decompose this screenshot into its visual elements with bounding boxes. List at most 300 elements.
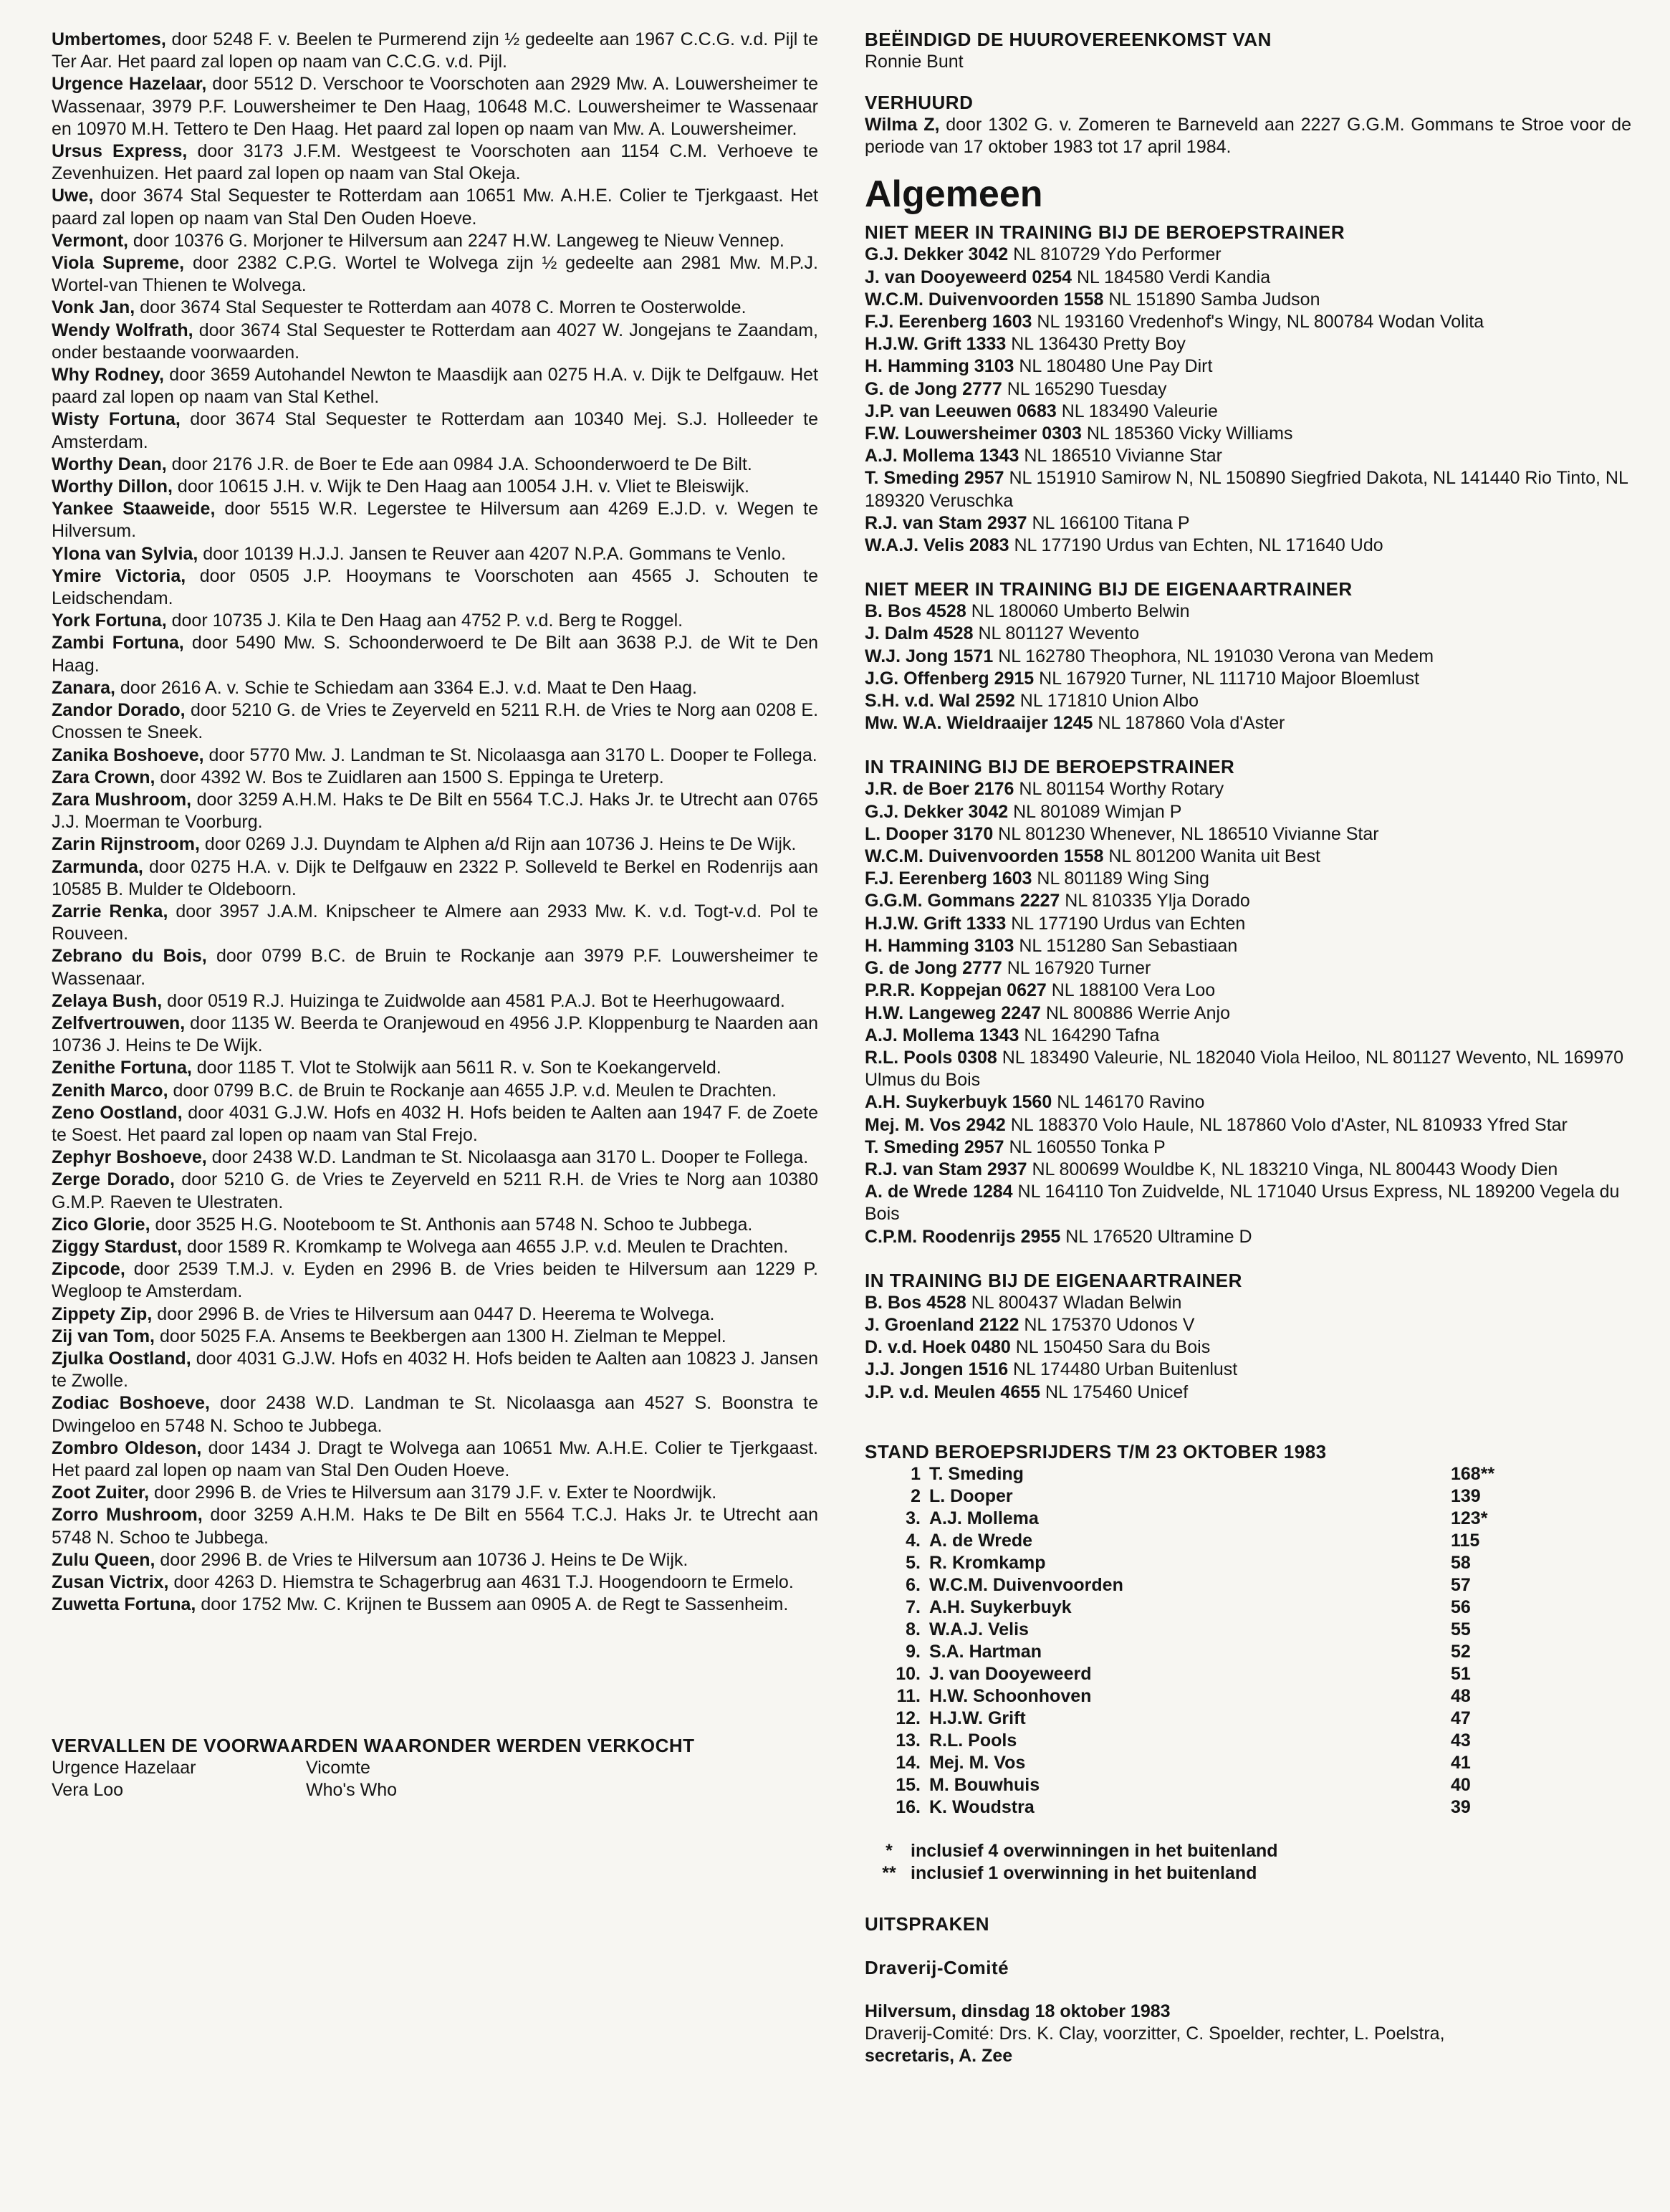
horse-list: NL 177190 Urdus van Echten: [1006, 913, 1246, 934]
trainer-name: G.J. Dekker 3042: [865, 244, 1009, 265]
sale-text: door 5515 W.R. Legerstee te Hilversum aan 4269 E.J.D. v. Wegen te Hilversum.: [52, 499, 819, 542]
trainer-entry: [865, 935, 1631, 957]
sale-text: door 2438 W.D. Landman te St. Nicolaasga aan 3170 L. Dooper te Follega.: [206, 1147, 809, 1168]
rider-name: H.W. Schoonhoven: [929, 1685, 1092, 1706]
trainer-name: W.J. Jong 1571: [865, 646, 994, 666]
uitspraken-line2: secretaris, A. Zee: [865, 2045, 1013, 2066]
trainer-name: J.P. van Leeuwen 0683: [865, 401, 1057, 421]
section-gap: [865, 1248, 1631, 1270]
rank: 11.: [896, 1685, 921, 1706]
horse-name: Wisty Fortuna,: [52, 409, 181, 430]
horse-list: NL 166100 Titana P: [1027, 512, 1190, 533]
horse-list: NL 165290 Tuesday: [1002, 378, 1167, 399]
sale-entry: [52, 856, 818, 901]
trainer-entry: [865, 267, 1631, 289]
stand-note: [868, 1862, 1631, 1885]
trainer-name: H.J.W. Grift 1333: [865, 334, 1007, 355]
horse-name: Zanara,: [52, 677, 115, 698]
sale-entries-list: [52, 29, 818, 1616]
trainer-name: Mej. M. Vos 2942: [865, 1114, 1006, 1135]
horse-name: Ursus Express,: [52, 141, 188, 162]
horse-list: NL 800437 Wladan Belwin: [966, 1292, 1182, 1313]
wins-count: 58: [1451, 1552, 1471, 1573]
horse-name: Zambi Fortuna,: [52, 633, 184, 653]
uitspraken-line1: Draverij-Comité: Drs. K. Clay, voorzitter, C. Spoelder, rechter, L. Poelstra,: [865, 2023, 1445, 2044]
trainer-name: B. Bos 4528: [865, 601, 966, 622]
trainer-name: J.R. de Boer 2176: [865, 779, 1014, 800]
vervallen-row: [52, 1779, 818, 1801]
trainer-entry: [865, 1091, 1631, 1114]
trainer-name: H.W. Langeweg 2247: [865, 1002, 1041, 1023]
rank: 3.: [906, 1508, 921, 1528]
sale-text: door 5248 F. v. Beelen te Purmerend zijn ½ gedeelte aan 1967 C.C.G. v.d. Pijl te Ter Aar. Het paard zal lopen op naam van C.C.G. v.d. Pijl.: [52, 29, 818, 72]
stand-row: [876, 1685, 1631, 1708]
sale-text: door 1589 R. Kromkamp te Wolvega aan 4655 J.P. v.d. Meulen te Drachten.: [181, 1236, 789, 1257]
trainer-name: T. Smeding 2957: [865, 468, 1004, 489]
wins-count: 56: [1451, 1596, 1471, 1617]
rider-name: H.J.W. Grift: [929, 1708, 1026, 1728]
trainer-name: A.H. Suykerbuyk 1560: [865, 1092, 1052, 1113]
sale-entry: [52, 140, 818, 185]
sale-entry: [52, 1594, 818, 1616]
sale-entry: [52, 252, 818, 297]
sale-text: door 3674 Stal Sequester te Rotterdam aan 4027 W. Jongejans te Zaandam, onder bestaande voorwaarden.: [52, 320, 819, 363]
sale-entry: [52, 230, 818, 252]
rank: 14.: [896, 1752, 921, 1773]
horse-name: Zodiac Boshoeve,: [52, 1393, 210, 1414]
sale-entry: [52, 677, 818, 699]
sale-entry: [52, 498, 818, 542]
horse-name: Zarin Rijnstroom,: [52, 834, 200, 855]
sale-entry: [52, 1169, 818, 1213]
horse-name: Zoot Zuiter,: [52, 1483, 150, 1503]
sale-entry: [52, 565, 818, 610]
trainer-name: J.G. Offenberg 2915: [865, 668, 1035, 689]
horse-name: Zeno Oostland,: [52, 1102, 183, 1123]
horse-name: York Fortuna,: [52, 611, 167, 631]
sale-text: door 1185 T. Vlot te Stolwijk aan 5611 R. v. Son te Koekangerveld.: [191, 1058, 721, 1078]
sale-text: door 3957 J.A.M. Knipscheer te Almere aan 2933 Mw. K. v.d. Togt-v.d. Pol te Rouveen.: [52, 901, 819, 944]
horse-name: Zephyr Boshoeve,: [52, 1147, 207, 1168]
horse-name: Ziggy Stardust,: [52, 1236, 182, 1257]
beeindigd-text: Ronnie Bunt: [865, 52, 964, 72]
trainer-name: W.C.M. Duivenvoorden 1558: [865, 289, 1104, 310]
horse-name: Zulu Queen,: [52, 1549, 155, 1570]
rider-name: K. Woudstra: [929, 1796, 1035, 1817]
trainer-entry: [865, 823, 1631, 846]
horse-name: Urgence Hazelaar,: [52, 74, 207, 95]
wins-count: 40: [1451, 1774, 1471, 1795]
sale-entry: [52, 297, 818, 319]
rider-name: A.H. Suykerbuyk: [929, 1596, 1072, 1617]
horse-list: NL 184580 Verdi Kandia: [1072, 267, 1271, 287]
horse-name: Umbertomes,: [52, 29, 166, 49]
stand-note: [868, 1840, 1631, 1862]
trainer-entry: [865, 890, 1631, 912]
horse-list: NL 810729 Ydo Performer: [1008, 244, 1222, 265]
trainer-name: G. de Jong 2777: [865, 958, 1002, 979]
horse-name: Zusan Victrix,: [52, 1572, 169, 1593]
trainer-entry: [865, 646, 1631, 668]
trainer-name: G. de Jong 2777: [865, 378, 1002, 399]
sale-entry: [52, 476, 818, 498]
horse-list: NL 183490 Valeurie, NL 182040 Viola Heiloo, NL 801127 Wevento, NL 169970 Ulmus du Bois: [865, 1047, 1624, 1091]
stand-row: [876, 1663, 1631, 1685]
horse-list: NL 136430 Pretty Boy: [1006, 334, 1186, 355]
sale-entry: [52, 29, 818, 73]
sale-entry: [52, 1482, 818, 1504]
horse-list: NL 176520 Ultramine D: [1060, 1226, 1252, 1247]
horse-list: NL 800886 Werrie Anjo: [1040, 1002, 1230, 1023]
horse-list: NL 188100 Vera Loo: [1046, 980, 1216, 1001]
trainer-entry: [865, 355, 1631, 378]
stand-row: [876, 1596, 1631, 1619]
sale-text: door 1434 J. Dragt te Wolvega aan 10651 Mw. A.H.E. Colier te Tjerkgaast. Het paard zal lopen op naam van Stal Den Ouden Hoeve.: [52, 1437, 819, 1480]
rank: 7.: [906, 1596, 921, 1617]
trainer-entry: [865, 445, 1631, 467]
horse-name: Zjulka Oostland,: [52, 1348, 191, 1369]
horse-name: Vermont,: [52, 230, 128, 251]
wins-count: 55: [1451, 1619, 1471, 1639]
horse-name: Zanika Boshoeve,: [52, 744, 204, 765]
trainer-name: J. Groenland 2122: [865, 1314, 1019, 1335]
horse-list: NL 151910 Samirow N, NL 150890 Siegfried Dakota, NL 141440 Rio Tinto, NL 189320 Veruschka: [865, 468, 1628, 511]
trainer-name: R.J. van Stam 2937: [865, 512, 1027, 533]
trainer-entry: [865, 1382, 1631, 1404]
horse-list: NL 801189 Wing Sing: [1032, 868, 1209, 889]
sale-entry: [52, 1258, 818, 1303]
vervallen-list: [52, 1757, 818, 1801]
horse-list: NL 175370 Udonos V: [1019, 1314, 1195, 1335]
horse-name: Vicomte: [306, 1758, 370, 1778]
horse-list: NL 151890 Samba Judson: [1103, 289, 1320, 310]
horse-list: NL 188370 Volo Haule, NL 187860 Volo d'Aster, NL 810933 Yfred Star: [1005, 1114, 1568, 1135]
sale-text: door 0799 B.C. de Bruin te Rockanje aan 4655 J.P. v.d. Meulen te Drachten.: [168, 1080, 777, 1101]
trainer-entry: [865, 846, 1631, 868]
horse-name: Viola Supreme,: [52, 253, 185, 274]
vervallen-row: [52, 1757, 818, 1779]
trainer-entry: [865, 913, 1631, 935]
horse-list: NL 146170 Ravino: [1052, 1092, 1205, 1113]
horse-name: Zico Glorie,: [52, 1214, 150, 1235]
rider-name: T. Smeding: [929, 1463, 1024, 1484]
horse-name: Zelaya Bush,: [52, 990, 163, 1011]
trainer-entry: [865, 467, 1631, 512]
horse-list: NL 185360 Vicky Williams: [1081, 423, 1293, 444]
sale-text: door 4263 D. Hiemstra te Schagerbrug aan 4631 T.J. Hoogendoorn te Ermelo.: [168, 1572, 794, 1593]
sale-entry: [52, 73, 818, 140]
sale-text: door 3259 A.H.M. Haks te De Bilt en 5564 T.C.J. Haks Jr. te Utrecht aan 5748 N. Schoo te Jubbega.: [52, 1505, 819, 1548]
sale-entry: [52, 1303, 818, 1326]
trainer-name: J.P. v.d. Meulen 4655: [865, 1382, 1041, 1402]
horse-name: Who's Who: [306, 1780, 398, 1801]
horse-name: Why Rodney,: [52, 365, 164, 386]
sale-text: door 2996 B. de Vries te Hilversum aan 0447 D. Heerema te Wolvega.: [152, 1303, 715, 1324]
stand-row: [876, 1796, 1631, 1819]
horse-name: Vera Loo: [52, 1780, 124, 1801]
sale-entry: [52, 1012, 818, 1057]
sale-text: door 2382 C.P.G. Wortel te Wolvega zijn ½ gedeelte aan 2981 Mw. M.P.J. Wortel-van Thienen te Wolvega.: [52, 253, 818, 296]
trainer-entry: [865, 1181, 1631, 1225]
trainer-name: A.J. Mollema 1343: [865, 446, 1019, 466]
sale-entry: [52, 1214, 818, 1236]
rank: 2: [911, 1485, 921, 1506]
horse-name: Zorro Mushroom,: [52, 1505, 203, 1526]
note-mark: *: [886, 1840, 893, 1861]
sale-entry: [52, 789, 818, 833]
sale-text: door 0799 B.C. de Bruin te Rockanje aan 3979 P.F. Louwersheimer te Wassenaar.: [52, 946, 818, 989]
sale-entry: [52, 744, 818, 767]
horse-list: NL 800699 Wouldbe K, NL 183210 Vinga, NL 800443 Woody Dien: [1027, 1159, 1558, 1179]
sale-text: door 4392 W. Bos te Zuidlaren aan 1500 S. Eppinga te Ureterp.: [155, 767, 664, 787]
sale-text: door 5770 Mw. J. Landman te St. Nicolaasga aan 3170 L. Dooper te Follega.: [203, 744, 817, 765]
section-heading: NIET MEER IN TRAINING BIJ DE BEROEPSTRAINER: [865, 221, 1345, 244]
stand-row: [876, 1708, 1631, 1730]
rank: 10.: [896, 1663, 921, 1684]
trainer-entry: [865, 333, 1631, 355]
horse-list: NL 187860 Vola d'Aster: [1093, 713, 1285, 734]
sale-text: door 3674 Stal Sequester te Rotterdam aan 4078 C. Morren te Oosterwolde.: [135, 297, 747, 318]
wins-count: 115: [1451, 1530, 1480, 1551]
trainer-entry: [865, 401, 1631, 423]
horse-list: NL 171810 Union Albo: [1014, 691, 1199, 712]
rider-name: M. Bouwhuis: [929, 1774, 1040, 1795]
note-text: inclusief 1 overwinning in het buitenland: [911, 1862, 1257, 1883]
trainer-entry: [865, 668, 1631, 690]
rank: 6.: [906, 1574, 921, 1595]
stand-table: [876, 1463, 1631, 1819]
verhuurd-horse-name: Wilma Z,: [865, 115, 940, 135]
trainer-entry: [865, 1359, 1631, 1381]
sale-text: door 5210 G. de Vries te Zeyerveld en 5211 R.H. de Vries te Norg aan 0208 E. Cnossen te Sneek.: [52, 700, 819, 743]
horse-list: NL 186510 Vivianne Star: [1019, 446, 1222, 466]
trainer-entry: [865, 311, 1631, 333]
trainer-name: G.J. Dekker 3042: [865, 801, 1009, 822]
horse-list: NL 193160 Vredenhof's Wingy, NL 800784 Wodan Volita: [1032, 312, 1484, 332]
wins-count: 51: [1451, 1663, 1471, 1684]
sale-text: door 10139 H.J.J. Jansen te Reuver aan 4207 N.P.A. Gommans te Venlo.: [198, 543, 787, 564]
sale-text: door 5210 G. de Vries te Zeyerveld en 5211 R.H. de Vries te Norg aan 10380 G.M.P. Raeven te Ulestraten.: [52, 1169, 818, 1212]
horse-list: NL 167920 Turner: [1002, 958, 1151, 979]
sale-text: door 3659 Autohandel Newton te Maasdijk aan 0275 H.A. v. Dijk te Delfgauw. Het paard zal lopen op naam van Stal Kethel.: [52, 365, 818, 408]
stand-row: [876, 1619, 1631, 1641]
sale-entry: [52, 408, 818, 453]
trainer-name: D. v.d. Hoek 0480: [865, 1337, 1011, 1358]
sale-entry: [52, 1080, 818, 1102]
horse-name: Wendy Wolfrath,: [52, 320, 193, 340]
rank: 8.: [906, 1619, 921, 1639]
trainer-name: F.J. Eerenberg 1603: [865, 312, 1032, 332]
sale-entry: [52, 1549, 818, 1571]
sale-entry: [52, 1392, 818, 1437]
horse-name: Vonk Jan,: [52, 297, 135, 318]
wins-count: 123*: [1451, 1508, 1488, 1528]
algemeen-sections: [865, 221, 1631, 1403]
wins-count: 48: [1451, 1685, 1471, 1706]
sale-entry: [52, 1348, 818, 1392]
section-gap: [865, 557, 1631, 578]
horse-list: NL 164110 Ton Zuidvelde, NL 171040 Ursus Express, NL 189200 Vegela du Bois: [865, 1182, 1620, 1225]
section-heading: NIET MEER IN TRAINING BIJ DE EIGENAARTRAINER: [865, 578, 1353, 600]
horse-name: Uwe,: [52, 186, 94, 206]
right-column: [865, 29, 1631, 2067]
wins-count: 139: [1451, 1485, 1481, 1506]
horse-name: Zandor Dorado,: [52, 700, 186, 721]
trainer-name: H. Hamming 3103: [865, 356, 1014, 377]
trainer-entry: [865, 957, 1631, 980]
horse-name: Worthy Dean,: [52, 454, 167, 474]
sale-entry: [52, 833, 818, 856]
sale-entry: [52, 1326, 818, 1348]
rank: 1: [911, 1463, 921, 1484]
trainer-entry: [865, 1002, 1631, 1025]
horse-name: Zarmunda,: [52, 856, 143, 877]
trainer-entry: [865, 1136, 1631, 1159]
rank: 9.: [906, 1641, 921, 1662]
sale-text: door 4031 G.J.W. Hofs en 4032 H. Hofs beiden te Aalten aan 10823 J. Jansen te Zwolle.: [52, 1348, 818, 1392]
trainer-entry: [865, 868, 1631, 890]
rank: 4.: [906, 1530, 921, 1551]
verhuurd-entry: [865, 114, 1631, 158]
sale-entry: [52, 1437, 818, 1482]
trainer-entry: [865, 289, 1631, 311]
sale-text: door 2616 A. v. Schie te Schiedam aan 3364 E.J. v.d. Maat te Den Haag.: [115, 677, 697, 698]
wins-count: 168**: [1451, 1463, 1495, 1484]
sale-text: door 0275 H.A. v. Dijk te Delfgauw en 2322 P. Solleveld te Berkel en Rodenrijs aan 10585 B. Mulder te Oldeboorn.: [52, 856, 818, 899]
horse-list: NL 162780 Theophora, NL 191030 Verona van Medem: [993, 646, 1434, 666]
rider-name: A.J. Mollema: [929, 1508, 1039, 1528]
horse-name: Zara Crown,: [52, 767, 155, 787]
beeindigd-heading: BEËINDIGD DE HUUROVEREENKOMST VAN: [865, 29, 1272, 50]
stand-row: [876, 1530, 1631, 1552]
sale-entry: [52, 767, 818, 789]
horse-list: NL 164290 Tafna: [1019, 1025, 1160, 1045]
sale-entry: [52, 1571, 818, 1594]
horse-name: Zij van Tom,: [52, 1326, 155, 1346]
horse-name: Ylona van Sylvia,: [52, 543, 198, 564]
sale-text: door 0505 J.P. Hooymans te Voorschoten aan 4565 J. Schouten te Leidschendam.: [52, 565, 818, 609]
horse-name: Zelfvertrouwen,: [52, 1012, 186, 1033]
sale-text: door 0269 J.J. Duyndam te Alphen a/d Rijn aan 10736 J. Heins te De Wijk.: [199, 834, 797, 855]
rider-name: L. Dooper: [929, 1485, 1013, 1506]
trainer-entry: [865, 423, 1631, 445]
horse-list: NL 180060 Umberto Belwin: [966, 601, 1190, 622]
algemeen-heading: Algemeen: [865, 173, 1043, 216]
horse-list: NL 150450 Sara du Bois: [1010, 1337, 1211, 1358]
left-column: [52, 29, 818, 1801]
sale-entry: [52, 1102, 818, 1146]
wins-count: 52: [1451, 1641, 1471, 1662]
trainer-name: F.W. Louwersheimer 0303: [865, 423, 1082, 444]
uitspraken-heading: UITSPRAKEN: [865, 1912, 990, 1935]
rank: 15.: [896, 1774, 921, 1795]
sale-text: door 2996 B. de Vries te Hilversum aan 10736 J. Heins te De Wijk.: [155, 1549, 688, 1570]
sale-text: door 3525 H.G. Nooteboom te St. Anthonis aan 5748 N. Schoo te Jubbega.: [150, 1214, 753, 1235]
sale-entry: [52, 699, 818, 744]
horse-name: Zenith Marco,: [52, 1080, 168, 1101]
trainer-entry: [865, 1047, 1631, 1091]
rider-name: J. van Dooyeweerd: [929, 1663, 1092, 1684]
horse-name: Zippety Zip,: [52, 1303, 153, 1324]
horse-list: NL 801200 Wanita uit Best: [1103, 846, 1320, 867]
horse-list: NL 167920 Turner, NL 111710 Majoor Bloemlust: [1034, 668, 1420, 689]
wins-count: 57: [1451, 1574, 1471, 1595]
sale-text: door 4031 G.J.W. Hofs en 4032 H. Hofs beiden te Aalten aan 1947 F. de Zoete te Soest. Het paard zal lopen op naam van Stal Frejo.: [52, 1102, 819, 1145]
trainer-name: P.R.R. Koppejan 0627: [865, 980, 1047, 1001]
sale-text: door 5512 D. Verschoor te Voorschoten aan 2929 Mw. A. Louwersheimer te Wassenaar, 3979 P.F. Louwersheimer te Den Haag, 10648 M.C. Louwersheimer te Wassenaar en 10970 M.H. Tettero te Den Haag. Het paard zal lopen op naam van Mw. A. Louwersheimer.: [52, 74, 818, 139]
sale-text: door 10615 J.H. v. Wijk te Den Haag aan 10054 J.H. v. Vliet te Bleiswijk.: [172, 477, 749, 497]
trainer-entry: [865, 1025, 1631, 1047]
horse-name: Ymire Victoria,: [52, 565, 186, 586]
sale-entry: [52, 632, 818, 676]
rider-name: A. de Wrede: [929, 1530, 1033, 1551]
sale-entry: [52, 543, 818, 565]
trainer-entry: [865, 512, 1631, 535]
trainer-entry: [865, 623, 1631, 645]
note-mark: **: [882, 1862, 896, 1883]
horse-name: Zerge Dorado,: [52, 1169, 175, 1190]
sale-entry: [52, 1146, 818, 1169]
trainer-name: F.J. Eerenberg 1603: [865, 868, 1032, 889]
rider-name: R. Kromkamp: [929, 1552, 1046, 1573]
horse-name: Worthy Dillon,: [52, 477, 173, 497]
sale-text: door 3674 Stal Sequester te Rotterdam aan 10340 Mej. S.J. Holleeder te Amsterdam.: [52, 409, 818, 452]
stand-row: [876, 1463, 1631, 1485]
trainer-entry: [865, 712, 1631, 734]
trainer-name: A. de Wrede 1284: [865, 1182, 1013, 1202]
trainer-name: J.J. Jongen 1516: [865, 1359, 1009, 1380]
wins-count: 41: [1451, 1752, 1471, 1773]
sale-text: door 2996 B. de Vries te Hilversum aan 3179 J.F. v. Exter te Noordwijk.: [149, 1483, 717, 1503]
vervallen-heading: VERVALLEN DE VOORWAARDEN WAARONDER WERDEN VERKOCHT: [52, 1735, 695, 1757]
horse-list: NL 175460 Unicef: [1040, 1382, 1189, 1402]
sale-text: door 5025 F.A. Ansems te Beekbergen aan 1300 H. Zielman te Meppel.: [155, 1326, 726, 1346]
trainer-name: W.C.M. Duivenvoorden 1558: [865, 846, 1104, 867]
rank: 16.: [896, 1796, 921, 1817]
horse-list: NL 180480 Une Pay Dirt: [1014, 356, 1213, 377]
sale-text: door 2438 W.D. Landman te St. Nicolaasga aan 4527 S. Boonstra te Dwingeloo en 5748 N. Schoo te Jubbega.: [52, 1393, 818, 1436]
uitspraken-subheading: Draverij-Comité: [865, 1956, 1009, 1978]
rider-name: Mej. M. Vos: [929, 1752, 1026, 1773]
sale-text: door 1135 W. Beerda te Oranjewoud en 4956 J.P. Kloppenburg te Naarden aan 10736 J. Heins te De Wijk.: [52, 1012, 818, 1056]
stand-row: [876, 1508, 1631, 1530]
trainer-name: Mw. W.A. Wieldraaijer 1245: [865, 713, 1093, 734]
trainer-entry: [865, 690, 1631, 712]
sale-entry: [52, 454, 818, 476]
trainer-name: S.H. v.d. Wal 2592: [865, 691, 1015, 712]
section-gap: [865, 734, 1631, 756]
horse-list: NL 801154 Worthy Rotary: [1014, 779, 1224, 800]
horse-name: Yankee Staaweide,: [52, 499, 216, 520]
rider-name: R.L. Pools: [929, 1730, 1017, 1751]
trainer-entry: [865, 535, 1631, 557]
horse-name: Zebrano du Bois,: [52, 946, 207, 967]
stand-heading: STAND BEROEPSRIJDERS T/M 23 OKTOBER 1983: [865, 1440, 1327, 1462]
sale-text: door 10376 G. Morjoner te Hilversum aan 2247 H.W. Langeweg te Nieuw Vennep.: [128, 230, 784, 251]
trainer-entry: [865, 1292, 1631, 1314]
trainer-entry: [865, 980, 1631, 1002]
wins-count: 47: [1451, 1708, 1471, 1728]
note-text: inclusief 4 overwinningen in het buitenland: [911, 1840, 1278, 1861]
stand-notes: [868, 1840, 1631, 1885]
sale-entry: [52, 610, 818, 632]
sale-entry: [52, 990, 818, 1012]
horse-name: Urgence Hazelaar: [52, 1758, 196, 1778]
trainer-name: H.J.W. Grift 1333: [865, 913, 1007, 934]
section-heading: IN TRAINING BIJ DE EIGENAARTRAINER: [865, 1269, 1242, 1291]
horse-name: Zombro Oldeson,: [52, 1437, 202, 1458]
sale-text: door 1752 Mw. C. Krijnen te Bussem aan 0905 A. de Regt te Sassenheim.: [196, 1594, 789, 1615]
